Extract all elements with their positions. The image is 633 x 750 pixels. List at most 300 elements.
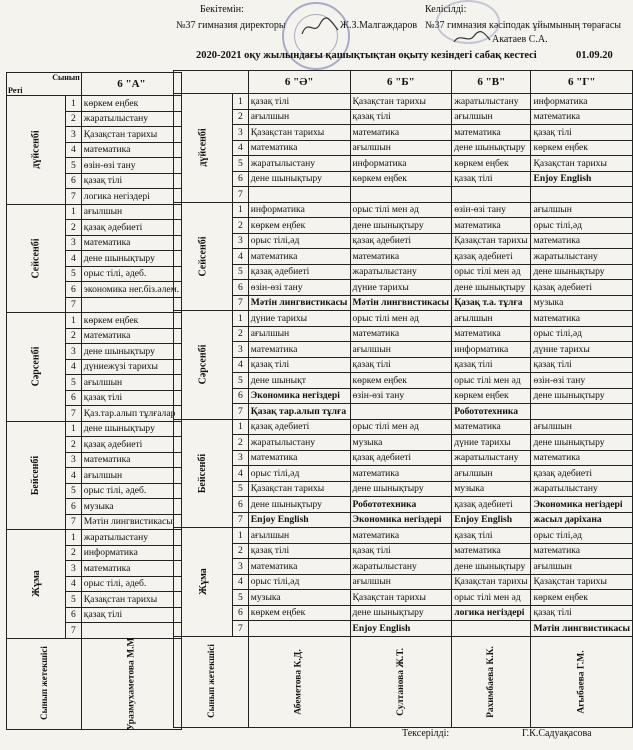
- lesson-cell: математика: [350, 326, 452, 342]
- period-number: 1: [65, 313, 81, 329]
- schedule-table-parallel: [173, 70, 633, 728]
- approve-right-org: №37 гимназия кәсіподак ұйымының төрағасы: [425, 20, 622, 31]
- lesson-cell: қазақ тілі: [81, 390, 181, 406]
- table-row: [174, 404, 633, 420]
- period-label: Реті: [8, 86, 23, 95]
- lesson-cell: математика: [81, 142, 181, 158]
- lesson-cell: ағылшын: [531, 559, 633, 575]
- period-number: 4: [232, 140, 248, 156]
- lesson-cell: дүние тарихы: [248, 311, 350, 327]
- period-number: 5: [65, 266, 81, 282]
- lesson-cell: дене шынықтыру: [248, 171, 350, 187]
- lesson-cell: дене шынықтыру: [350, 218, 452, 234]
- lesson-cell: көркем еңбек: [452, 156, 531, 172]
- table-row: [174, 450, 633, 466]
- period-number: 5: [65, 375, 81, 391]
- table-row: [174, 233, 633, 249]
- lesson-cell: жаратылыстану: [531, 249, 633, 265]
- period-number: 1: [65, 530, 81, 546]
- lesson-cell: ағылшын: [248, 326, 350, 342]
- lesson-cell: Мәтін лингвистикасы: [531, 621, 633, 637]
- class-name: 6 "Ә": [248, 71, 350, 94]
- lesson-cell: дене шынықтыру: [531, 264, 633, 280]
- lesson-cell: Қазақстан тарихы: [452, 574, 531, 590]
- lesson-cell: математика: [452, 326, 531, 342]
- class-label: Сынып: [52, 73, 80, 82]
- teacher-label: Сынып жетекшісі: [38, 646, 49, 720]
- lesson-cell: ағылшын: [531, 419, 633, 435]
- lesson-cell: дене шынықтыру: [452, 559, 531, 575]
- lesson-cell: дене шынықтыру: [531, 388, 633, 404]
- period-number: 5: [232, 373, 248, 389]
- period-number: 2: [65, 545, 81, 561]
- lesson-cell: ағылшын: [350, 574, 452, 590]
- period-number: 7: [65, 514, 81, 530]
- approve-right-name: Акатаев С.А.: [492, 34, 548, 45]
- lesson-cell: орыс тілі, әдеб.: [81, 576, 181, 592]
- table-row: [174, 543, 633, 559]
- lesson-cell: [452, 187, 531, 203]
- lesson-cell: Қаз.тар.алып тұлғалар: [81, 406, 181, 422]
- lesson-cell: өзін-өзі тану: [531, 373, 633, 389]
- day-cell: [7, 96, 66, 205]
- lesson-cell: орыс тілі мен әд: [452, 373, 531, 389]
- corner-cell: [174, 71, 249, 94]
- corner-cell: [7, 73, 82, 96]
- lesson-cell: өзін-өзі тану: [248, 280, 350, 296]
- day-label: Сәрсенбі: [197, 344, 209, 385]
- lesson-cell: Қазақстан тарихы: [531, 156, 633, 172]
- lesson-cell: математика: [248, 342, 350, 358]
- table-row: [7, 313, 182, 329]
- lesson-cell: көркем еңбек: [81, 313, 181, 329]
- period-number: 2: [65, 220, 81, 236]
- lesson-cell: қазақ әдебиеті: [350, 233, 452, 249]
- lesson-cell: математика: [452, 125, 531, 141]
- approve-left-name: Ж.З.Малгаждаров: [340, 20, 418, 31]
- teacher-name: Рахимбаева К.К.: [486, 646, 497, 718]
- period-number: 6: [65, 607, 81, 623]
- period-number: 3: [65, 127, 81, 143]
- period-number: 7: [232, 621, 248, 637]
- lesson-cell: математика: [531, 311, 633, 327]
- period-number: 6: [232, 497, 248, 513]
- table-row: [174, 590, 633, 606]
- table-row: [174, 280, 633, 296]
- lesson-cell: дене шынықтыру: [350, 605, 452, 621]
- lesson-cell: қазақ әдебиеті: [452, 249, 531, 265]
- lesson-cell: қазақ тілі: [452, 171, 531, 187]
- period-number: 2: [65, 328, 81, 344]
- class-name: 6 "Г": [531, 71, 633, 94]
- lesson-cell: Enjoy English: [350, 621, 452, 637]
- teacher-name: Уразмухаметова М.М: [126, 637, 137, 731]
- lesson-cell: жаратылыстану: [452, 94, 531, 110]
- day-cell: [7, 421, 66, 530]
- period-number: 5: [232, 156, 248, 172]
- lesson-cell: қазақ әдебиеті: [248, 264, 350, 280]
- lesson-cell: Қазақ т.а. тұлға: [452, 295, 531, 311]
- period-number: 6: [65, 390, 81, 406]
- lesson-cell: ағылшын: [452, 466, 531, 482]
- period-number: 5: [232, 590, 248, 606]
- lesson-cell: көркем еңбек: [248, 218, 350, 234]
- lesson-cell: жасыл дәріхана: [531, 512, 633, 528]
- period-number: 3: [65, 344, 81, 360]
- lesson-cell: көркем еңбек: [248, 605, 350, 621]
- lesson-cell: өзін-өзі тану: [452, 202, 531, 218]
- period-number: 7: [65, 189, 81, 205]
- table-row: [174, 559, 633, 575]
- lesson-cell: ағылшын: [81, 375, 181, 391]
- lesson-cell: қазақ әдебиеті: [350, 450, 452, 466]
- period-number: 1: [65, 421, 81, 437]
- period-number: 3: [65, 452, 81, 468]
- lesson-cell: орыс тілі,әд: [531, 218, 633, 234]
- lesson-cell: жаратылыстану: [81, 530, 181, 546]
- lesson-cell: ағылшын: [248, 109, 350, 125]
- schedule-table-6a: [6, 72, 182, 730]
- lesson-cell: математика: [350, 125, 452, 141]
- table-row: [174, 466, 633, 482]
- teacher-cell: [248, 636, 350, 727]
- table-row: [174, 125, 633, 141]
- table-row: [7, 421, 182, 437]
- lesson-cell: қазақ тілі: [452, 528, 531, 544]
- period-number: 6: [65, 282, 81, 298]
- period-number: 5: [65, 592, 81, 608]
- period-number: 4: [65, 251, 81, 267]
- lesson-cell: орыс тілі мен әд: [350, 202, 452, 218]
- lesson-cell: Қазақстан тарихы: [452, 233, 531, 249]
- period-number: 7: [65, 297, 81, 313]
- period-number: 7: [232, 187, 248, 203]
- lesson-cell: қазақ тілі: [350, 543, 452, 559]
- lesson-cell: математика: [248, 249, 350, 265]
- period-number: 2: [232, 218, 248, 234]
- period-number: 7: [232, 404, 248, 420]
- lesson-cell: Экономика негіздері: [531, 497, 633, 513]
- lesson-cell: орыс тілі мен әд: [350, 311, 452, 327]
- lesson-cell: қазақ тілі: [81, 607, 181, 623]
- table-row: [174, 388, 633, 404]
- lesson-cell: Enjoy English: [248, 512, 350, 528]
- teacher-name: Агыбаева Г.М.: [576, 650, 587, 714]
- lesson-cell: математика: [531, 109, 633, 125]
- table-row: [7, 96, 182, 112]
- day-label: Жұма: [197, 568, 209, 596]
- lesson-cell: музыка: [452, 481, 531, 497]
- lesson-cell: ағылшын: [452, 109, 531, 125]
- lesson-cell: [452, 621, 531, 637]
- lesson-cell: көркем еңбек: [81, 96, 181, 112]
- lesson-cell: өзін-өзі тану: [350, 388, 452, 404]
- lesson-cell: Enjoy English: [452, 512, 531, 528]
- period-number: 1: [65, 96, 81, 112]
- period-number: 6: [232, 171, 248, 187]
- table-row: [7, 204, 182, 220]
- lesson-cell: Enjoy English: [531, 171, 633, 187]
- lesson-cell: [248, 621, 350, 637]
- lesson-cell: орыс тілі мен әд: [452, 264, 531, 280]
- period-number: 4: [232, 249, 248, 265]
- lesson-cell: ағылшын: [452, 311, 531, 327]
- lesson-cell: музыка: [81, 499, 181, 515]
- lesson-cell: қазақ әдебиеті: [81, 220, 181, 236]
- lesson-cell: жаратылыстану: [248, 435, 350, 451]
- period-number: 7: [65, 406, 81, 422]
- lesson-cell: орыс тілі, әдеб.: [81, 483, 181, 499]
- period-number: 4: [65, 576, 81, 592]
- lesson-cell: дене шынықт: [248, 373, 350, 389]
- checker-name: Г.К.Садуақасова: [522, 728, 592, 739]
- day-label: дүйсенбі: [30, 130, 42, 169]
- lesson-cell: [81, 297, 181, 313]
- lesson-cell: Экономика негіздері: [350, 512, 452, 528]
- teacher-label-cell: [7, 638, 82, 729]
- lesson-cell: [531, 404, 633, 420]
- lesson-cell: жаратылыстану: [350, 559, 452, 575]
- period-number: 3: [232, 342, 248, 358]
- lesson-cell: Робототехника: [452, 404, 531, 420]
- lesson-cell: музыка: [350, 435, 452, 451]
- period-number: 4: [232, 466, 248, 482]
- lesson-cell: қазақ тілі: [350, 109, 452, 125]
- lesson-cell: орыс тілі,әд: [248, 233, 350, 249]
- period-number: 1: [232, 528, 248, 544]
- period-number: 3: [65, 561, 81, 577]
- period-number: 7: [232, 512, 248, 528]
- table-row: [174, 187, 633, 203]
- table-row: [174, 140, 633, 156]
- day-label: Бейсенбі: [30, 455, 42, 495]
- lesson-cell: жаратылыстану: [248, 156, 350, 172]
- table-row: [174, 574, 633, 590]
- union-signature: [452, 30, 492, 46]
- lesson-cell: ағылшын: [81, 468, 181, 484]
- lesson-cell: қазақ тілі: [531, 125, 633, 141]
- period-number: 2: [232, 543, 248, 559]
- lesson-cell: қазақ тілі: [531, 357, 633, 373]
- lesson-cell: орыс тілі мен әд: [452, 590, 531, 606]
- lesson-cell: математика: [531, 450, 633, 466]
- lesson-cell: Қазақстан тарихы: [350, 590, 452, 606]
- approve-right-label: Келісілді:: [425, 4, 467, 15]
- lesson-cell: ағылшын: [81, 204, 181, 220]
- lesson-cell: ағылшын: [531, 202, 633, 218]
- lesson-cell: орыс тілі,әд: [248, 574, 350, 590]
- table-row: [174, 202, 633, 218]
- lesson-cell: көркем еңбек: [531, 140, 633, 156]
- period-number: 2: [232, 109, 248, 125]
- period-number: 7: [232, 295, 248, 311]
- lesson-cell: математика: [248, 450, 350, 466]
- lesson-cell: Қазақстан тарихы: [248, 125, 350, 141]
- lesson-cell: қазақ тілі: [531, 605, 633, 621]
- day-cell: [174, 94, 233, 203]
- period-number: 5: [232, 481, 248, 497]
- lesson-cell: ағылшын: [350, 140, 452, 156]
- lesson-cell: жаратылыстану: [350, 264, 452, 280]
- table-row: [174, 295, 633, 311]
- table-row: [174, 94, 633, 110]
- lesson-cell: логика негіздері: [81, 189, 181, 205]
- class-name: 6 "А": [81, 73, 181, 96]
- table-row: [174, 621, 633, 637]
- schedule-title: 2020-2021 оқу жылындағы қашықтықтан оқыту кезіндегі сабақ кестесі: [196, 50, 537, 61]
- table-row: [174, 373, 633, 389]
- table-row: [174, 481, 633, 497]
- period-number: 4: [232, 574, 248, 590]
- table-row: [174, 435, 633, 451]
- lesson-cell: [350, 187, 452, 203]
- day-cell: [174, 311, 233, 420]
- period-number: 4: [232, 357, 248, 373]
- lesson-cell: дене шынықтыру: [531, 435, 633, 451]
- table-row: [174, 605, 633, 621]
- lesson-cell: жаратылыстану: [452, 450, 531, 466]
- lesson-cell: [531, 187, 633, 203]
- period-number: 3: [65, 235, 81, 251]
- lesson-cell: қазақ әдебиеті: [531, 280, 633, 296]
- lesson-cell: информатика: [350, 156, 452, 172]
- period-number: 1: [232, 202, 248, 218]
- table-row: [174, 218, 633, 234]
- lesson-cell: қазақ тілі: [248, 94, 350, 110]
- lesson-cell: көркем еңбек: [350, 171, 452, 187]
- table-row: [174, 357, 633, 373]
- period-number: 7: [65, 623, 81, 639]
- lesson-cell: информатика: [248, 202, 350, 218]
- lesson-cell: музыка: [248, 590, 350, 606]
- teacher-name: Абеметова К.Д.: [294, 649, 305, 715]
- lesson-cell: орыс тілі,әд: [531, 326, 633, 342]
- period-number: 4: [65, 142, 81, 158]
- lesson-cell: Робототехника: [350, 497, 452, 513]
- lesson-cell: дүние тарихы: [350, 280, 452, 296]
- lesson-cell: Экономика негіздері: [248, 388, 350, 404]
- lesson-cell: дүниежүзі тарихы: [81, 359, 181, 375]
- lesson-cell: қазақ тілі: [81, 173, 181, 189]
- day-cell: [7, 313, 66, 422]
- lesson-cell: көркем еңбек: [350, 373, 452, 389]
- lesson-cell: экономика нег.біз.әлем.: [81, 282, 181, 298]
- table-row: [174, 528, 633, 544]
- period-number: 3: [232, 450, 248, 466]
- teacher-label-cell: [174, 636, 249, 727]
- period-number: 5: [65, 158, 81, 174]
- table-row: [174, 171, 633, 187]
- lesson-cell: Мәтін лингвистикасы: [350, 295, 452, 311]
- period-number: 2: [232, 435, 248, 451]
- lesson-cell: қазақ тілі: [452, 357, 531, 373]
- director-signature: [300, 16, 340, 38]
- lesson-cell: қазақ тілі: [248, 357, 350, 373]
- approve-left-label: Бекітемін:: [200, 4, 244, 15]
- period-number: 1: [232, 311, 248, 327]
- lesson-cell: орыс тілі,әд: [531, 528, 633, 544]
- period-number: 4: [65, 359, 81, 375]
- period-number: 6: [65, 173, 81, 189]
- day-cell: [174, 528, 233, 637]
- day-label: Сейсенбі: [197, 236, 209, 277]
- lesson-cell: көркем еңбек: [452, 388, 531, 404]
- class-name: 6 "В": [452, 71, 531, 94]
- lesson-cell: Мәтін лингвистикасы: [81, 514, 181, 530]
- lesson-cell: [248, 187, 350, 203]
- lesson-cell: қазақ әдебиеті: [248, 419, 350, 435]
- day-label: Сейсенбі: [30, 238, 42, 279]
- lesson-cell: математика: [81, 452, 181, 468]
- lesson-cell: жаратылыстану: [81, 111, 181, 127]
- table-row: [174, 512, 633, 528]
- lesson-cell: жаратылыстану: [531, 481, 633, 497]
- teacher-row: [174, 636, 633, 727]
- teacher-row: [7, 638, 182, 729]
- lesson-cell: қазақ тілі: [248, 543, 350, 559]
- lesson-cell: математика: [81, 328, 181, 344]
- day-label: Бейсенбі: [197, 453, 209, 493]
- period-number: 3: [232, 125, 248, 141]
- lesson-cell: информатика: [531, 94, 633, 110]
- header-row: [7, 73, 182, 96]
- header-row: [174, 71, 633, 94]
- period-number: 2: [65, 111, 81, 127]
- table-row: [174, 326, 633, 342]
- lesson-cell: информатика: [81, 545, 181, 561]
- period-number: 6: [65, 499, 81, 515]
- teacher-cell: [350, 636, 452, 727]
- lesson-cell: математика: [248, 140, 350, 156]
- day-label: Жұма: [30, 570, 42, 598]
- lesson-cell: Мәтін лингвистикасы: [248, 295, 350, 311]
- lesson-cell: қазақ әдебиеті: [81, 437, 181, 453]
- lesson-cell: математика: [350, 249, 452, 265]
- table-row: [174, 156, 633, 172]
- lesson-cell: дене шынықтыру: [81, 421, 181, 437]
- lesson-cell: математика: [350, 466, 452, 482]
- lesson-cell: дене шынықтыру: [248, 497, 350, 513]
- lesson-cell: дене шынықтыру: [81, 344, 181, 360]
- teacher-label: Сынып жетекшісі: [205, 644, 216, 718]
- lesson-cell: орыс тілі,әд: [248, 466, 350, 482]
- day-cell: [174, 202, 233, 311]
- lesson-cell: орыс тілі, әдеб.: [81, 266, 181, 282]
- day-cell: [174, 419, 233, 528]
- lesson-cell: Қазақстан тарихы: [531, 574, 633, 590]
- lesson-cell: дене шынықтыру: [81, 251, 181, 267]
- lesson-cell: Қазақ тар.алып тұлға: [248, 404, 350, 420]
- lesson-cell: музыка: [531, 295, 633, 311]
- period-number: 4: [65, 468, 81, 484]
- table-row: [174, 419, 633, 435]
- lesson-cell: математика: [248, 559, 350, 575]
- lesson-cell: қазақ әдебиеті: [452, 497, 531, 513]
- lesson-cell: дүние тарихы: [531, 342, 633, 358]
- teacher-name: Султанова Ж.Т.: [395, 648, 406, 716]
- lesson-cell: ағылшын: [350, 342, 452, 358]
- lesson-cell: [350, 404, 452, 420]
- lesson-cell: математика: [452, 419, 531, 435]
- lesson-cell: дүние тарихы: [452, 435, 531, 451]
- table-row: [174, 342, 633, 358]
- lesson-cell: математика: [531, 233, 633, 249]
- table-row: [174, 109, 633, 125]
- class-name: 6 "Б": [350, 71, 452, 94]
- lesson-cell: математика: [452, 543, 531, 559]
- period-number: 6: [232, 605, 248, 621]
- day-cell: [7, 204, 66, 313]
